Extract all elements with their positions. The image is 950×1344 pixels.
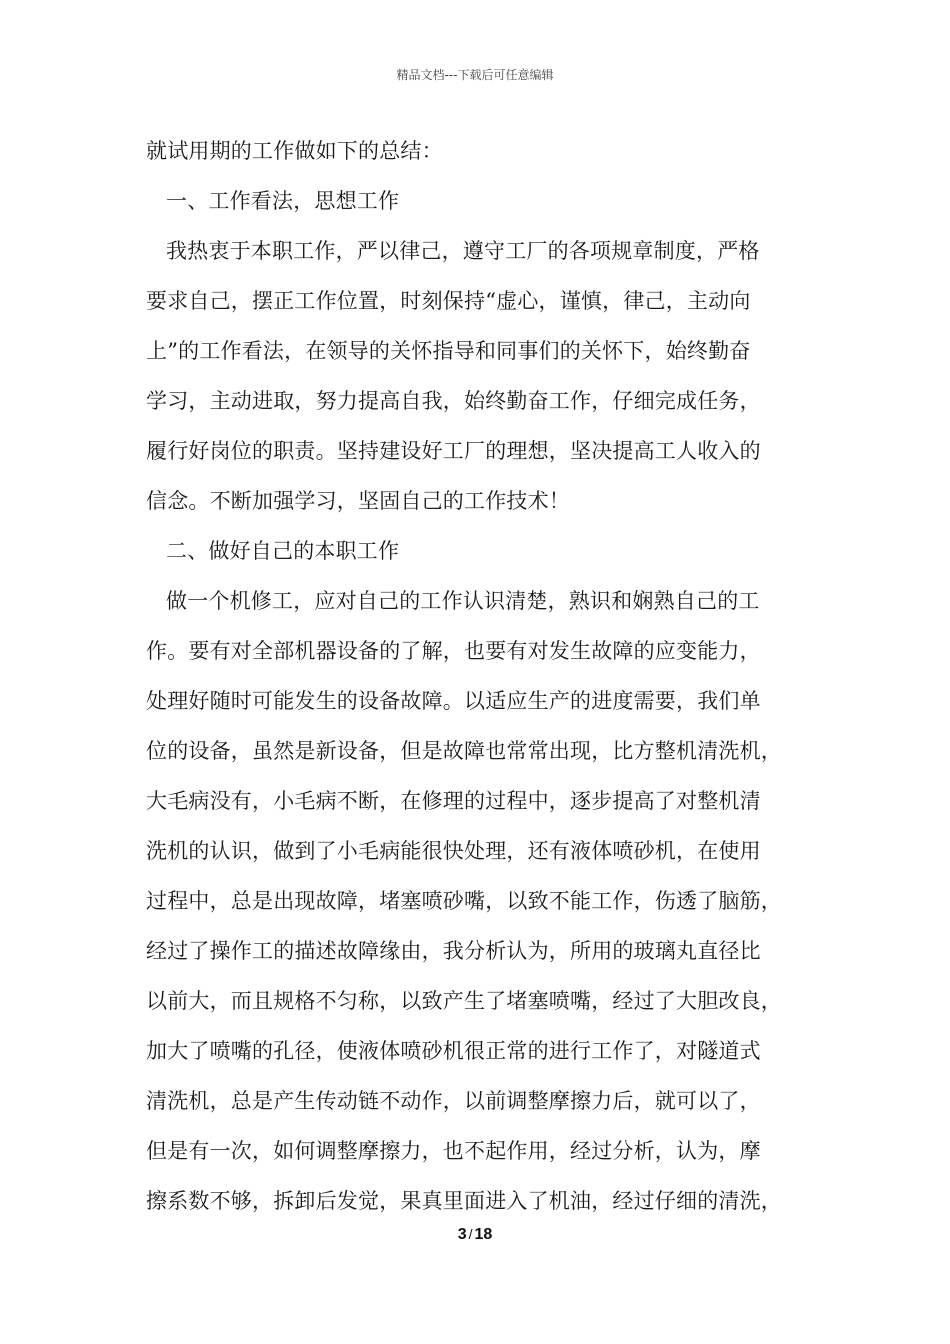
paragraph-line: 清洗机，总是产生传动链不动作，以前调整摩擦力后，就可以了， bbox=[146, 1089, 761, 1113]
total-pages: 18 bbox=[474, 1226, 493, 1243]
paragraph-line: 我热衷于本职工作，严以律己，遵守工厂的各项规章制度，严格 bbox=[166, 239, 760, 263]
paragraph-line: 履行好岗位的职责。坚持建设好工厂的理想，坚决提高工人收入的 bbox=[146, 439, 761, 463]
paragraph-line: 以前大，而且规格不匀称，以致产生了堵塞喷嘴，经过了大胆改良， bbox=[146, 989, 782, 1013]
page-header: 精品文档---下载后可任意编辑 bbox=[396, 68, 554, 82]
page-number bbox=[0, 1226, 950, 1244]
paragraph-line: 大毛病没有，小毛病不断，在修理的过程中，逐步提高了对整机清 bbox=[146, 789, 761, 813]
paragraph-line: 作。要有对全部机器设备的了解，也要有对发生故障的应变能力， bbox=[146, 639, 761, 663]
paragraph-line: 要求自己，摆正工作位置，时刻保持“虚心，谨慎，律己，主动向 bbox=[146, 289, 751, 313]
paragraph-line: 经过了操作工的描述故障缘由，我分析认为，所用的玻璃丸直径比 bbox=[146, 939, 761, 963]
paragraph-line: 过程中，总是出现故障，堵塞喷砂嘴，以致不能工作，伤透了脑筋， bbox=[146, 889, 782, 913]
paragraph-line: 就试用期的工作做如下的总结： bbox=[146, 139, 443, 163]
paragraph-line: 上”的工作看法，在领导的关怀指导和同事们的关怀下，始终勤奋 bbox=[146, 339, 751, 363]
paragraph-line: 洗机的认识，做到了小毛病能很快处理，还有液体喷砂机，在使用 bbox=[146, 839, 761, 863]
section-heading: 一、工作看法，思想工作 bbox=[166, 189, 400, 213]
current-page: 3 bbox=[457, 1226, 467, 1243]
paragraph-line: 擦系数不够，拆卸后发觉，果真里面进入了机油，经过仔细的清洗， bbox=[146, 1189, 782, 1213]
paragraph-line: 学习，主动进取，努力提高自我，始终勤奋工作，仔细完成任务， bbox=[146, 389, 761, 413]
section-heading: 二、做好自己的本职工作 bbox=[166, 539, 400, 563]
paragraph-line: 但是有一次，如何调整摩擦力，也不起作用，经过分析，认为，摩 bbox=[146, 1139, 761, 1163]
page-separator: / bbox=[468, 1226, 473, 1242]
paragraph-line: 信念。不断加强学习，坚固自己的工作技术！ bbox=[146, 489, 570, 513]
paragraph-line: 位的设备，虽然是新设备，但是故障也常常出现，比方整机清洗机， bbox=[146, 739, 782, 763]
document-body bbox=[146, 126, 836, 1226]
paragraph-line: 加大了喷嘴的孔径，使液体喷砂机很正常的进行工作了，对隧道式 bbox=[146, 1039, 761, 1063]
paragraph-line: 处理好随时可能发生的设备故障。以适应生产的进度需要，我们单 bbox=[146, 689, 761, 713]
paragraph-line: 做一个机修工，应对自己的工作认识清楚，熟识和娴熟自己的工 bbox=[166, 589, 760, 613]
